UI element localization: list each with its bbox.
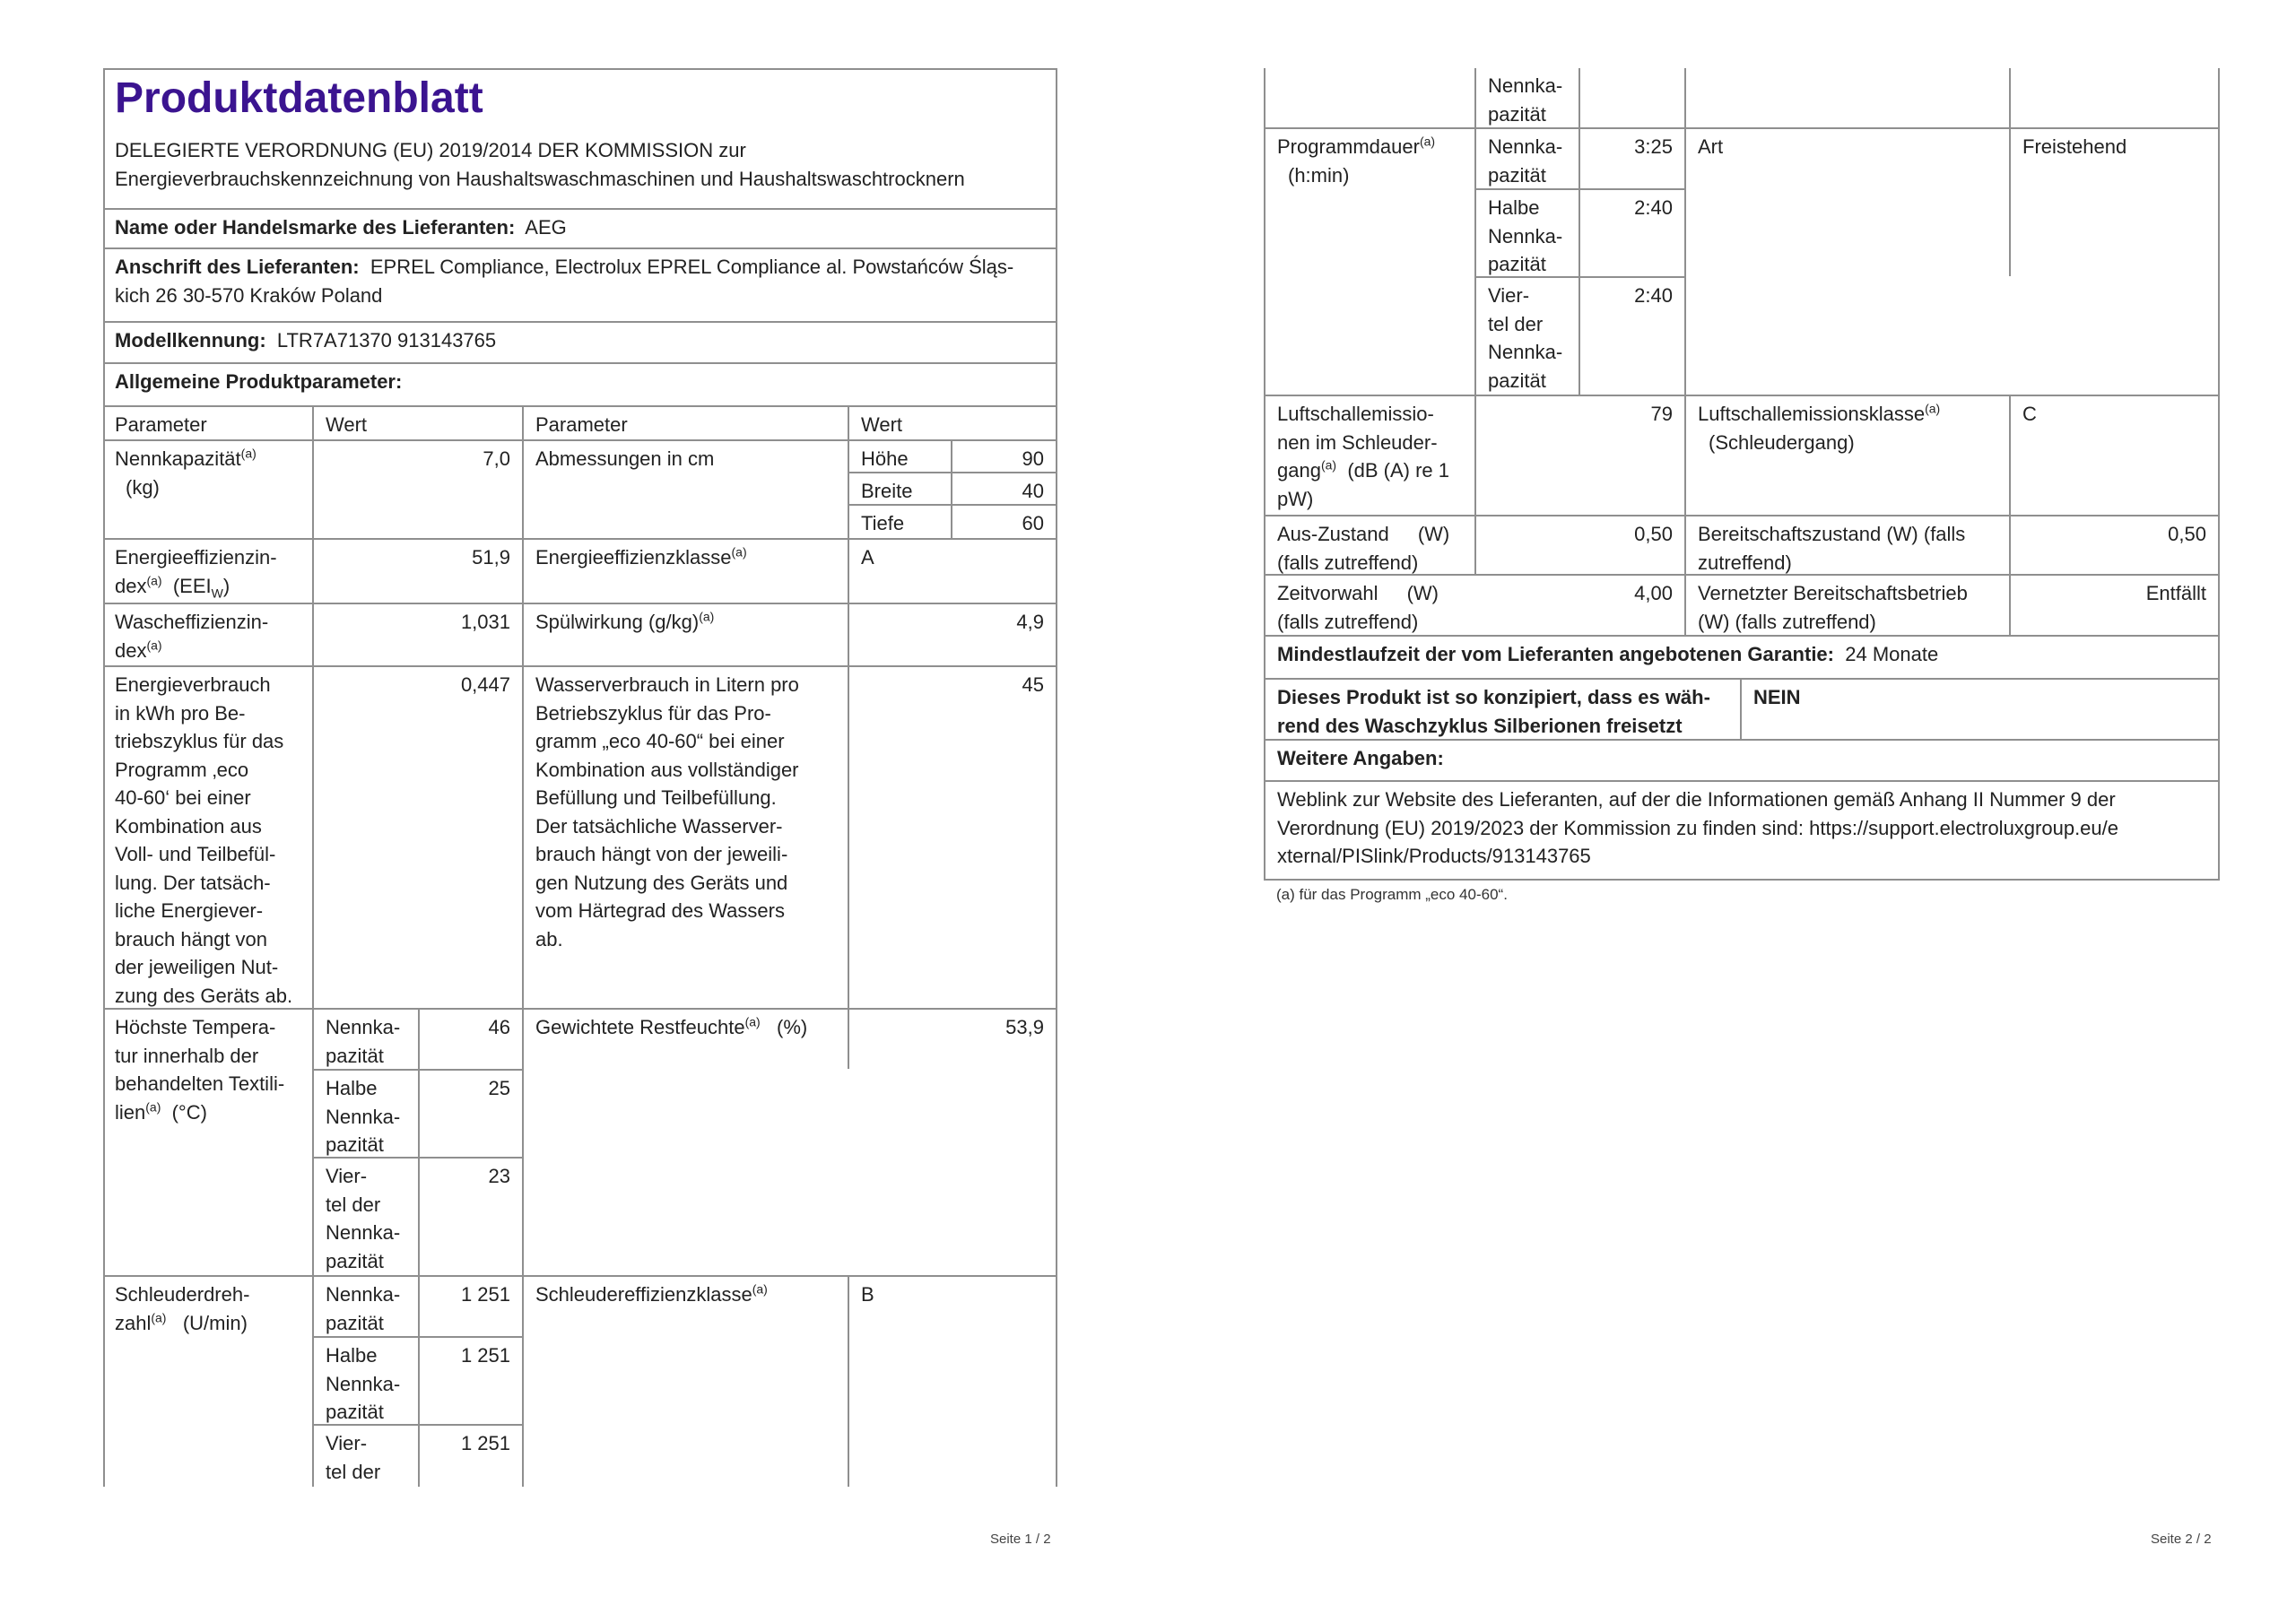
supplier-address-value-1: EPREL Compliance, Electrolux EPREL Compliance al. Powstańców Śląs- xyxy=(370,256,1014,278)
model-row xyxy=(103,323,1057,359)
footnote: (a) für das Programm „eco 40-60“. xyxy=(1276,886,1508,903)
supplier-name-label: Name oder Handelsmarke des Lieferanten: xyxy=(115,216,516,239)
dimensions-label: Abmessungen in cm xyxy=(535,447,715,470)
supplier-name-row xyxy=(103,210,1057,246)
height-value: 90 xyxy=(1022,447,1044,470)
water-consumption-label: Wasserverbrauch in Litern pro Betriebszyklus für das Pro- gramm „eco 40-60“ bei einer Kombination aus vollständiger Befüllung und Teilbefüllung. Der tatsächliche Wasserver- brauch hängt von der jeweili- gen Nutzung des Geräts und vom Härtegrad des Wassers ab. xyxy=(535,673,799,950)
eei-value: 51,9 xyxy=(472,546,510,568)
cont-full-label: Nennka- pazität xyxy=(1488,74,1563,126)
silver-ions-value: NEIN xyxy=(1753,686,1801,708)
further-info-label: Weitere Angaben: xyxy=(1277,747,1444,769)
standby-value: 0,50 xyxy=(2168,523,2206,545)
noise-label: Luftschallemissio- nen im Schleuder- gang$^{(a)}$ (dB (A) re 1 pW) xyxy=(1277,403,1450,510)
energy-consumption-value: 0,447 xyxy=(460,673,510,696)
energy-consumption-label: Energieverbrauch in kWh pro Be- triebszyklus für das Programm ‚eco 40-60‘ bei einer Kombination aus Voll- und Teilbefül- lung. Der tatsäch- liche Energiever- brauch hängt von der jeweiligen Nut- zung des Geräts ab. xyxy=(115,673,293,1007)
page-title: Produktdatenblatt xyxy=(115,74,483,122)
warranty-value: 24 Monate xyxy=(1845,643,1939,665)
energy-class-label: Energieeffizienzklasse$^{(a)}$ xyxy=(535,544,747,568)
temp-full-label: Nennka- pazität xyxy=(326,1016,401,1067)
warranty-label: Mindestlaufzeit der vom Lieferanten angebotenen Garantie: xyxy=(1277,643,1834,665)
wei-label: Wascheffizienzin- dex$^{(a)}$ xyxy=(115,611,269,662)
supplier-address-value-2: kich 26 30-570 Kraków Poland xyxy=(115,283,383,307)
type-label: Art xyxy=(1698,135,1724,158)
temp-half-label: Halbe Nennka- pazität xyxy=(326,1077,401,1156)
page-2 xyxy=(1148,0,2296,1623)
spin-class-value: B xyxy=(861,1283,874,1306)
header-param-2: Parameter xyxy=(535,413,628,436)
header-value-1: Wert xyxy=(326,413,368,436)
weblink-text: Weblink zur Website des Lieferanten, auf der die Informationen gemäß Anhang II Nummer 9 der Verordnung (EU) 2019/2023 der Kommission zu finden sind: https://support.electroluxgroup.eu/e xternal/PISlink/Products/913143765 xyxy=(1277,788,2118,867)
header-param-1: Parameter xyxy=(115,413,207,436)
silver-ions-label: Dieses Produkt ist so konzipiert, dass es wäh- rend des Waschzyklus Silberionen freisetzt xyxy=(1277,686,1710,737)
duration-label: Programmdauer$^{(a)}$ (h:min) xyxy=(1277,134,1436,187)
supplier-name-value: AEG xyxy=(525,216,567,239)
eei-label: Energieeffizienzin- dex$^{(a)}$ $(EEI_W)$ xyxy=(115,546,277,600)
general-params-label: Allgemeine Produktparameter: xyxy=(115,370,403,393)
delay-start-label: Zeitvorwahl (W) (falls zutreffend) xyxy=(1277,582,1439,633)
spin-full-value: 1 251 xyxy=(460,1283,510,1306)
model-label: Modellkennung: xyxy=(115,329,266,352)
duration-full-label: Nennka- pazität xyxy=(1488,135,1563,187)
spin-speed-label: Schleuderdreh- zahl$^{(a)}$ (U/min) xyxy=(115,1283,250,1334)
duration-quarter-label: Vier- tel der Nennka- pazität xyxy=(1488,284,1563,392)
page-footer-2: Seite 2 / 2 xyxy=(2151,1532,2212,1547)
rated-capacity-value: 7,0 xyxy=(483,447,510,470)
duration-quarter-value: 2:40 xyxy=(1634,284,1673,307)
spin-full-label: Nennka- pazität xyxy=(326,1283,401,1334)
off-mode-label: Aus-Zustand (W) (falls zutreffend) xyxy=(1277,523,1450,574)
spin-quarter-value: 1 251 xyxy=(460,1432,510,1454)
delay-start-value: 4,00 xyxy=(1634,582,1673,604)
noise-value: 79 xyxy=(1650,403,1673,425)
rinse-value: 4,9 xyxy=(1016,611,1044,633)
duration-half-label: Halbe Nennka- pazität xyxy=(1488,196,1563,275)
page-footer-1: Seite 1 / 2 xyxy=(990,1532,1051,1547)
moisture-value: 53,9 xyxy=(1005,1016,1044,1038)
subtitle-line-1: DELEGIERTE VERORDNUNG (EU) 2019/2014 DER KOMMISSION zur xyxy=(115,139,746,161)
off-mode-value: 0,50 xyxy=(1634,523,1673,545)
depth-label: Tiefe xyxy=(861,512,905,534)
spin-half-label: Halbe Nennka- pazität xyxy=(326,1344,401,1423)
rinse-label: Spülwirkung $(g/kg)^{(a)}$ xyxy=(535,609,715,633)
height-label: Höhe xyxy=(861,447,909,470)
spin-half-value: 1 251 xyxy=(460,1344,510,1367)
temp-full-value: 46 xyxy=(488,1016,510,1038)
wei-value: 1,031 xyxy=(460,611,510,633)
model-value: LTR7A71370 913143765 xyxy=(276,329,497,352)
standby-label: Bereitschaftszustand (W) (falls zutreffend) xyxy=(1698,523,1966,574)
networked-standby-label: Vernetzter Bereitschaftsbetrieb (W) (falls zutreffend) xyxy=(1698,582,1968,633)
noise-class-value: C xyxy=(2022,403,2037,425)
rated-capacity-label: Nennkapazität$^{(a)}$ (kg) xyxy=(115,446,257,499)
noise-class-label: Luftschallemissionsklasse$^{(a)}$ (Schleudergang) xyxy=(1698,401,1941,454)
regulation-subtitle xyxy=(103,135,1057,196)
max-temp-label: Höchste Tempera- tur innerhalb der behandelten Textili- lien$^{(a)}$ (°C) xyxy=(115,1016,285,1124)
duration-full-value: 3:25 xyxy=(1634,135,1673,158)
spin-quarter-label: Vier- tel der xyxy=(326,1432,381,1483)
water-consumption-value: 45 xyxy=(1022,673,1044,696)
depth-value: 60 xyxy=(1022,512,1044,534)
width-value: 40 xyxy=(1022,480,1044,502)
spin-class-label: Schleudereffizienzklasse$^{(a)}$ xyxy=(535,1281,768,1306)
energy-class-value: A xyxy=(861,546,874,568)
temp-quarter-label: Vier- tel der Nennka- pazität xyxy=(326,1165,401,1272)
temp-quarter-value: 23 xyxy=(488,1165,510,1187)
temp-half-value: 25 xyxy=(488,1077,510,1099)
warranty-row xyxy=(1265,637,2218,673)
type-value: Freistehend xyxy=(2022,135,2127,158)
moisture-label: Gewichtete Restfeuchte$^{(a)}$ (%) xyxy=(535,1014,808,1038)
duration-half-value: 2:40 xyxy=(1634,196,1673,219)
header-value-2: Wert xyxy=(861,413,903,436)
networked-standby-value: Entfällt xyxy=(2145,582,2206,604)
supplier-address-row xyxy=(103,249,1057,313)
subtitle-line-2: Energieverbrauchskennzeichnung von Haushaltswaschmaschinen und Haushaltswaschtrocknern xyxy=(115,167,965,190)
width-label: Breite xyxy=(861,480,913,502)
supplier-address-label: Anschrift des Lieferanten: xyxy=(115,256,360,278)
